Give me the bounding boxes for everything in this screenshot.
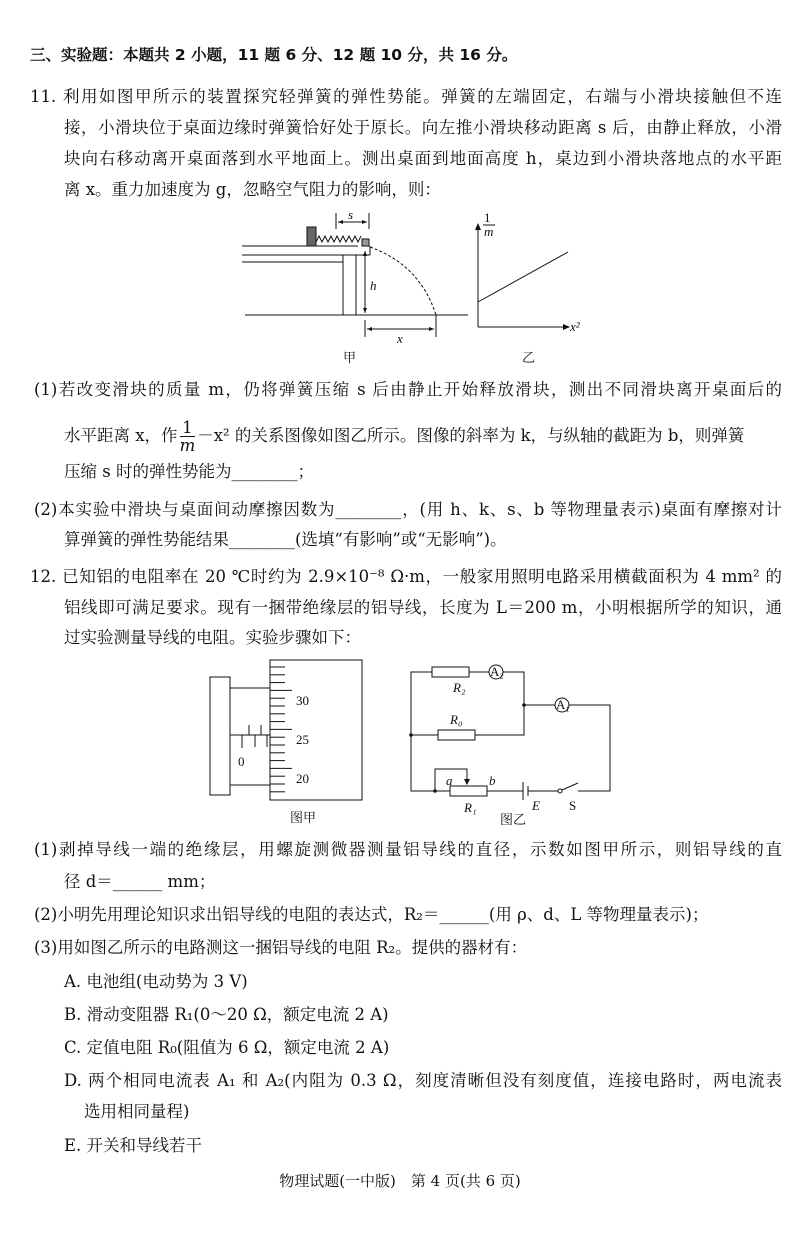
option-b: B. 滑动变阻器 R₁(0～20 Ω，额定电流 2 A) [64, 1005, 389, 1024]
q12-line: 12. 已知铝的电阻率在 20 ℃时约为 2.9×10⁻⁸ Ω·m，一般家用照明电路采用横截面积为 4 mm² 的 [30, 567, 782, 586]
option-a: A. 电池组(电动势为 3 V) [64, 972, 248, 991]
q11-line: 离 x。重力加速度为 g，忽略空气阻力的影响，则： [64, 180, 441, 199]
option-c: C. 定值电阻 R₀(阻值为 6 Ω，额定电流 2 A) [64, 1038, 390, 1057]
label-r1: R₁ [464, 800, 477, 815]
option-d-cont: 选用相同量程) [84, 1102, 190, 1121]
q12-part3: (3)用如图乙所示的电路测这一捆铝导线的电阻 R₂。提供的器材有： [34, 938, 528, 957]
label-s-switch: S [569, 798, 577, 813]
label-r2: R₂ [453, 680, 466, 695]
q11-figure [230, 205, 590, 370]
q12-part1-line2: 径 d＝______ mm； [64, 872, 216, 891]
tick-0: 0 [238, 754, 245, 769]
q11-part2-line2: 算弹簧的弹性势能结果________(选填“有影响”或“无影响”)。 [64, 530, 507, 549]
page-footer: 物理试题(一中版) 第 4 页(共 6 页) [279, 1172, 521, 1190]
q11-line: 块向右移动离开桌面落到水平地面上。测出桌面到地面高度 h，桌边到小滑块落地点的水平距 [64, 149, 782, 168]
frac-num: 1 [180, 419, 196, 437]
tick-30: 30 [296, 693, 309, 708]
q11-line: 11. 利用如图甲所示的装置探究轻弹簧的弹性势能。弹簧的左端固定，右端与小滑块接触但不连 [30, 87, 782, 106]
caption-yi: 乙 [522, 350, 536, 365]
tick-20: 20 [296, 771, 309, 786]
frac-den: m [179, 436, 196, 455]
option-e: E. 开关和导线若干 [64, 1136, 203, 1155]
q12-line: 过实验测量导线的电阻。实验步骤如下： [64, 628, 361, 647]
caption-jia: 甲 [343, 350, 357, 365]
label-e: E [532, 798, 540, 813]
q11-part1-line2 [64, 419, 782, 454]
label-a: a [446, 773, 453, 788]
text: 水平距离 x，作 [64, 426, 178, 445]
label-r0: R₀ [450, 712, 463, 727]
y-axis-label: 1 [484, 210, 491, 225]
label-a2: A₂ [490, 664, 504, 679]
q11-part1-line3: 压缩 s 时的弹性势能为________； [64, 462, 314, 481]
y-axis-label-den: m [484, 224, 494, 239]
label-h: h [370, 278, 377, 293]
caption-tu-yi: 图乙 [500, 812, 527, 827]
label-b: b [489, 773, 496, 788]
spring-anchor [307, 227, 316, 246]
x-axis-label: x² [570, 319, 580, 334]
caption-tu-jia: 图甲 [290, 810, 317, 825]
label-s: s [348, 207, 354, 222]
q11-line: 接，小滑块位于桌面边缘时弹簧恰好处于原长。向左推小滑块移动距离 s 后，由静止释放，小滑 [64, 118, 782, 137]
option-d: D. 两个相同电流表 A₁ 和 A₂(内阻为 0.3 Ω，刻度清晰但没有刻度值，连接电路时，两电流表 [64, 1071, 782, 1090]
label-x: x [397, 331, 403, 346]
fraction [180, 419, 196, 454]
q11-part1: (1)若改变滑块的质量 m，仍将弹簧压缩 s 后由静止开始释放滑块，测出不同滑块离开桌面后的 [34, 380, 782, 399]
slider-block [362, 239, 369, 246]
q12-part1: (1)剥掉导线一端的绝缘层，用螺旋测微器测量铝导线的直径，示数如图甲所示，则铝导线的直 [34, 840, 782, 859]
q12-figure [200, 655, 620, 830]
tick-25: 25 [296, 732, 309, 747]
q12-part2: (2)小明先用理论知识求出铝导线的电阻的表达式，R₂＝______(用 ρ、d、L 等物理量表示)； [34, 905, 709, 924]
text: －x² 的关系图像如图乙所示。图像的斜率为 k，与纵轴的截距为 b，则弹簧 [197, 426, 745, 445]
section-header: 三、实验题：本题共 2 小题，11 题 6 分、12 题 10 分，共 16 分。 [30, 46, 518, 64]
q11-part2: (2)本实验中滑块与桌面间动摩擦因数为________，(用 h、k、s、b 等物理量表示)桌面有摩擦对计 [34, 500, 782, 519]
label-a1: A₁ [556, 697, 570, 712]
q12-line: 铝线即可满足要求。现有一捆带绝缘层的铝导线，长度为 L＝200 m，小明根据所学的知识，通 [64, 598, 782, 617]
